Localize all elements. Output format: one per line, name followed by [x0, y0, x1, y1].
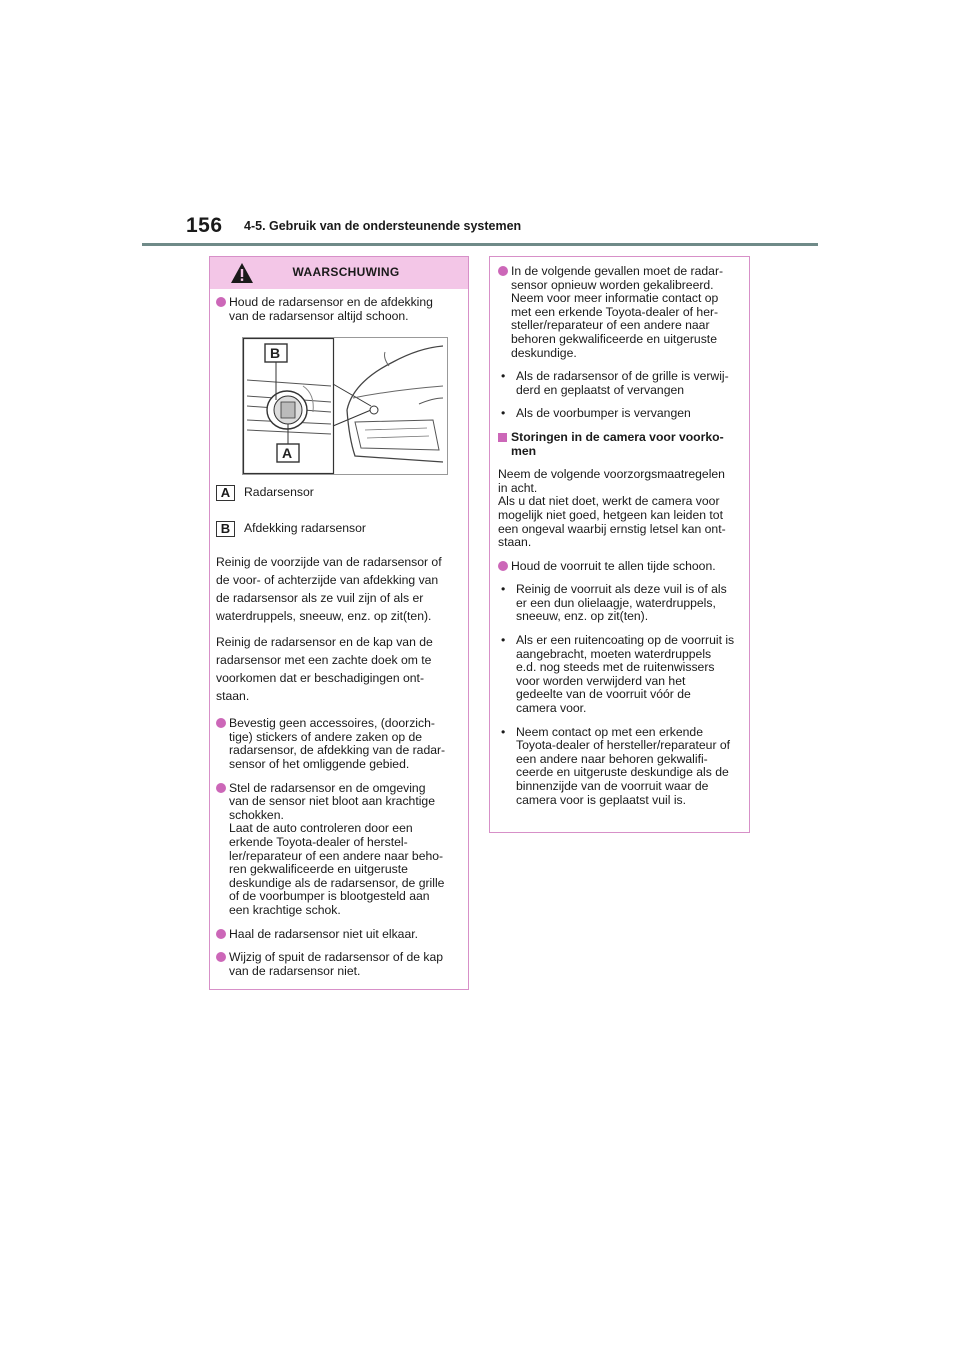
right-sub-2-text: Als de voorbumper is vervangen — [516, 406, 691, 421]
circle-bullet-icon — [216, 783, 226, 793]
warning-bullet-4 — [216, 928, 456, 942]
right-sub-1-text: Als de radarsensor of de grille is verwij- derd en geplaatst of vervangen — [516, 369, 729, 397]
right-sub-3-text: Reinig de voorruit als deze vuil is of als er een dun olielaagje, waterdruppels, sneeuw, enz. op zit(ten). — [516, 582, 727, 624]
legend-b — [216, 521, 456, 537]
legend-a-key: A — [216, 485, 235, 501]
section-title: 4-5. Gebruik van de ondersteunende systemen — [244, 219, 522, 233]
warning-paragraph-1: Reinig de voorzijde van de radarsensor of de voor- of achterzijde van afdekking van de radarsensor als ze vuil zijn of als er waterdruppels, sneeuw, enz. op zit(ten). — [216, 555, 442, 624]
page-number: 156 — [186, 214, 223, 237]
warning-title: WAARSCHUWING — [292, 265, 400, 280]
right-sub-5-text: Neem contact op met een erkende Toyota-dealer of hersteller/reparateur of een andere naar behoren gekwalifi- ceerde en uitgeruste deskundige als de binnenzijde van de voorruit waar de camera voor is geplaatst vuil is. — [516, 724, 731, 807]
right-bullet-2 — [498, 560, 737, 574]
circle-bullet-icon — [498, 561, 508, 571]
square-bullet-icon — [498, 433, 507, 442]
right-heading — [498, 431, 737, 458]
right-sub-1 — [498, 370, 737, 397]
legend-b-key: B — [216, 521, 235, 537]
circle-bullet-icon — [216, 718, 226, 728]
warning-bullet-3 — [216, 782, 456, 918]
legend-a — [216, 485, 456, 501]
right-sub-3 — [498, 583, 737, 624]
right-sub-4 — [498, 634, 737, 716]
warning-bullet-2 — [216, 717, 456, 771]
right-sub-5 — [498, 726, 737, 808]
circle-bullet-icon — [216, 952, 226, 962]
right-sub-4-text: Als er een ruitencoating op de voorruit is aangebracht, moeten waterdruppels e.d. nog steeds met de ruitenwissers voor worden verwijderd van het gedeelte van de voorruit vóór de camera voor. — [516, 633, 735, 716]
right-paragraph: Neem de volgende voorzorgsmaatregelen in acht. Als u dat niet doet, werkt de camera voor mogelijk niet goed, hetgeen kan leiden tot een ongeval waarbij ernstig letsel kan ont- staan. — [498, 467, 726, 550]
sub-bullet-marker: • — [501, 724, 506, 739]
radar-sensor-figure — [242, 337, 448, 475]
right-bullet-1 — [498, 265, 737, 360]
figure-label-a: A — [282, 445, 293, 462]
warning-bullet-1-text: Houd de radarsensor en de afdekking van de radarsensor altijd schoon. — [229, 295, 433, 323]
warning-bullet-1 — [216, 296, 456, 323]
sub-bullet-marker: • — [501, 633, 506, 648]
warning-triangle-icon — [230, 262, 254, 284]
legend-a-text: Radarsensor — [244, 485, 314, 500]
circle-bullet-icon — [498, 266, 508, 276]
circle-bullet-icon — [216, 297, 226, 307]
warning-bullet-2-text: Bevestig geen accessoires, (doorzich- tige) stickers of andere zaken op de radarsensor, de afdekking van de radar- sensor of het omliggende gebied. — [229, 716, 446, 771]
right-sub-2 — [498, 407, 737, 421]
warning-panel — [209, 256, 469, 990]
warning-bullet-3-text: Stel de radarsensor en de omgeving van de sensor niet bloot aan krachtige schokken. Laat de auto controleren door een erkende Toyota-dealer of herstel- ler/reparateur of een andere naar beho- ren gekwalificeerde en uitgeruste deskundige als de radarsensor, de grille of de voorbumper is blootgesteld aan een krachtige schok. — [229, 780, 445, 917]
figure-label-b: B — [270, 345, 281, 362]
warning-header — [210, 257, 468, 289]
right-bullet-2-text: Houd de voorruit te allen tijde schoon. — [511, 558, 716, 573]
legend-b-text: Afdekking radarsensor — [244, 521, 366, 536]
circle-bullet-icon — [216, 929, 226, 939]
sub-bullet-marker: • — [501, 406, 506, 421]
info-panel — [489, 256, 750, 833]
warning-bullet-4-text: Haal de radarsensor niet uit elkaar. — [229, 926, 419, 941]
right-bullet-1-text: In de volgende gevallen moet de radar- sensor opnieuw worden gekalibreerd. Neem voor meer informatie contact op met een erkende Toyota-dealer of her- steller/reparateur of een andere naar behoren gekwalificeerde en uitgeruste deskundige. — [511, 264, 724, 360]
warning-bullet-5-text: Wijzig of spuit de radarsensor of de kap van de radarsensor niet. — [229, 950, 444, 978]
warning-bullet-5 — [216, 951, 456, 978]
header-rule — [142, 243, 818, 246]
right-heading-text: Storingen in de camera voor voorko- men — [511, 429, 724, 458]
warning-paragraph-2: Reinig de radarsensor en de kap van de radarsensor met een zachte doek om te voorkomen dat er beschadigingen ont- staan. — [216, 635, 433, 704]
sub-bullet-marker: • — [501, 582, 506, 597]
sub-bullet-marker: • — [501, 369, 506, 384]
radar-sensor-illustration — [243, 338, 447, 474]
